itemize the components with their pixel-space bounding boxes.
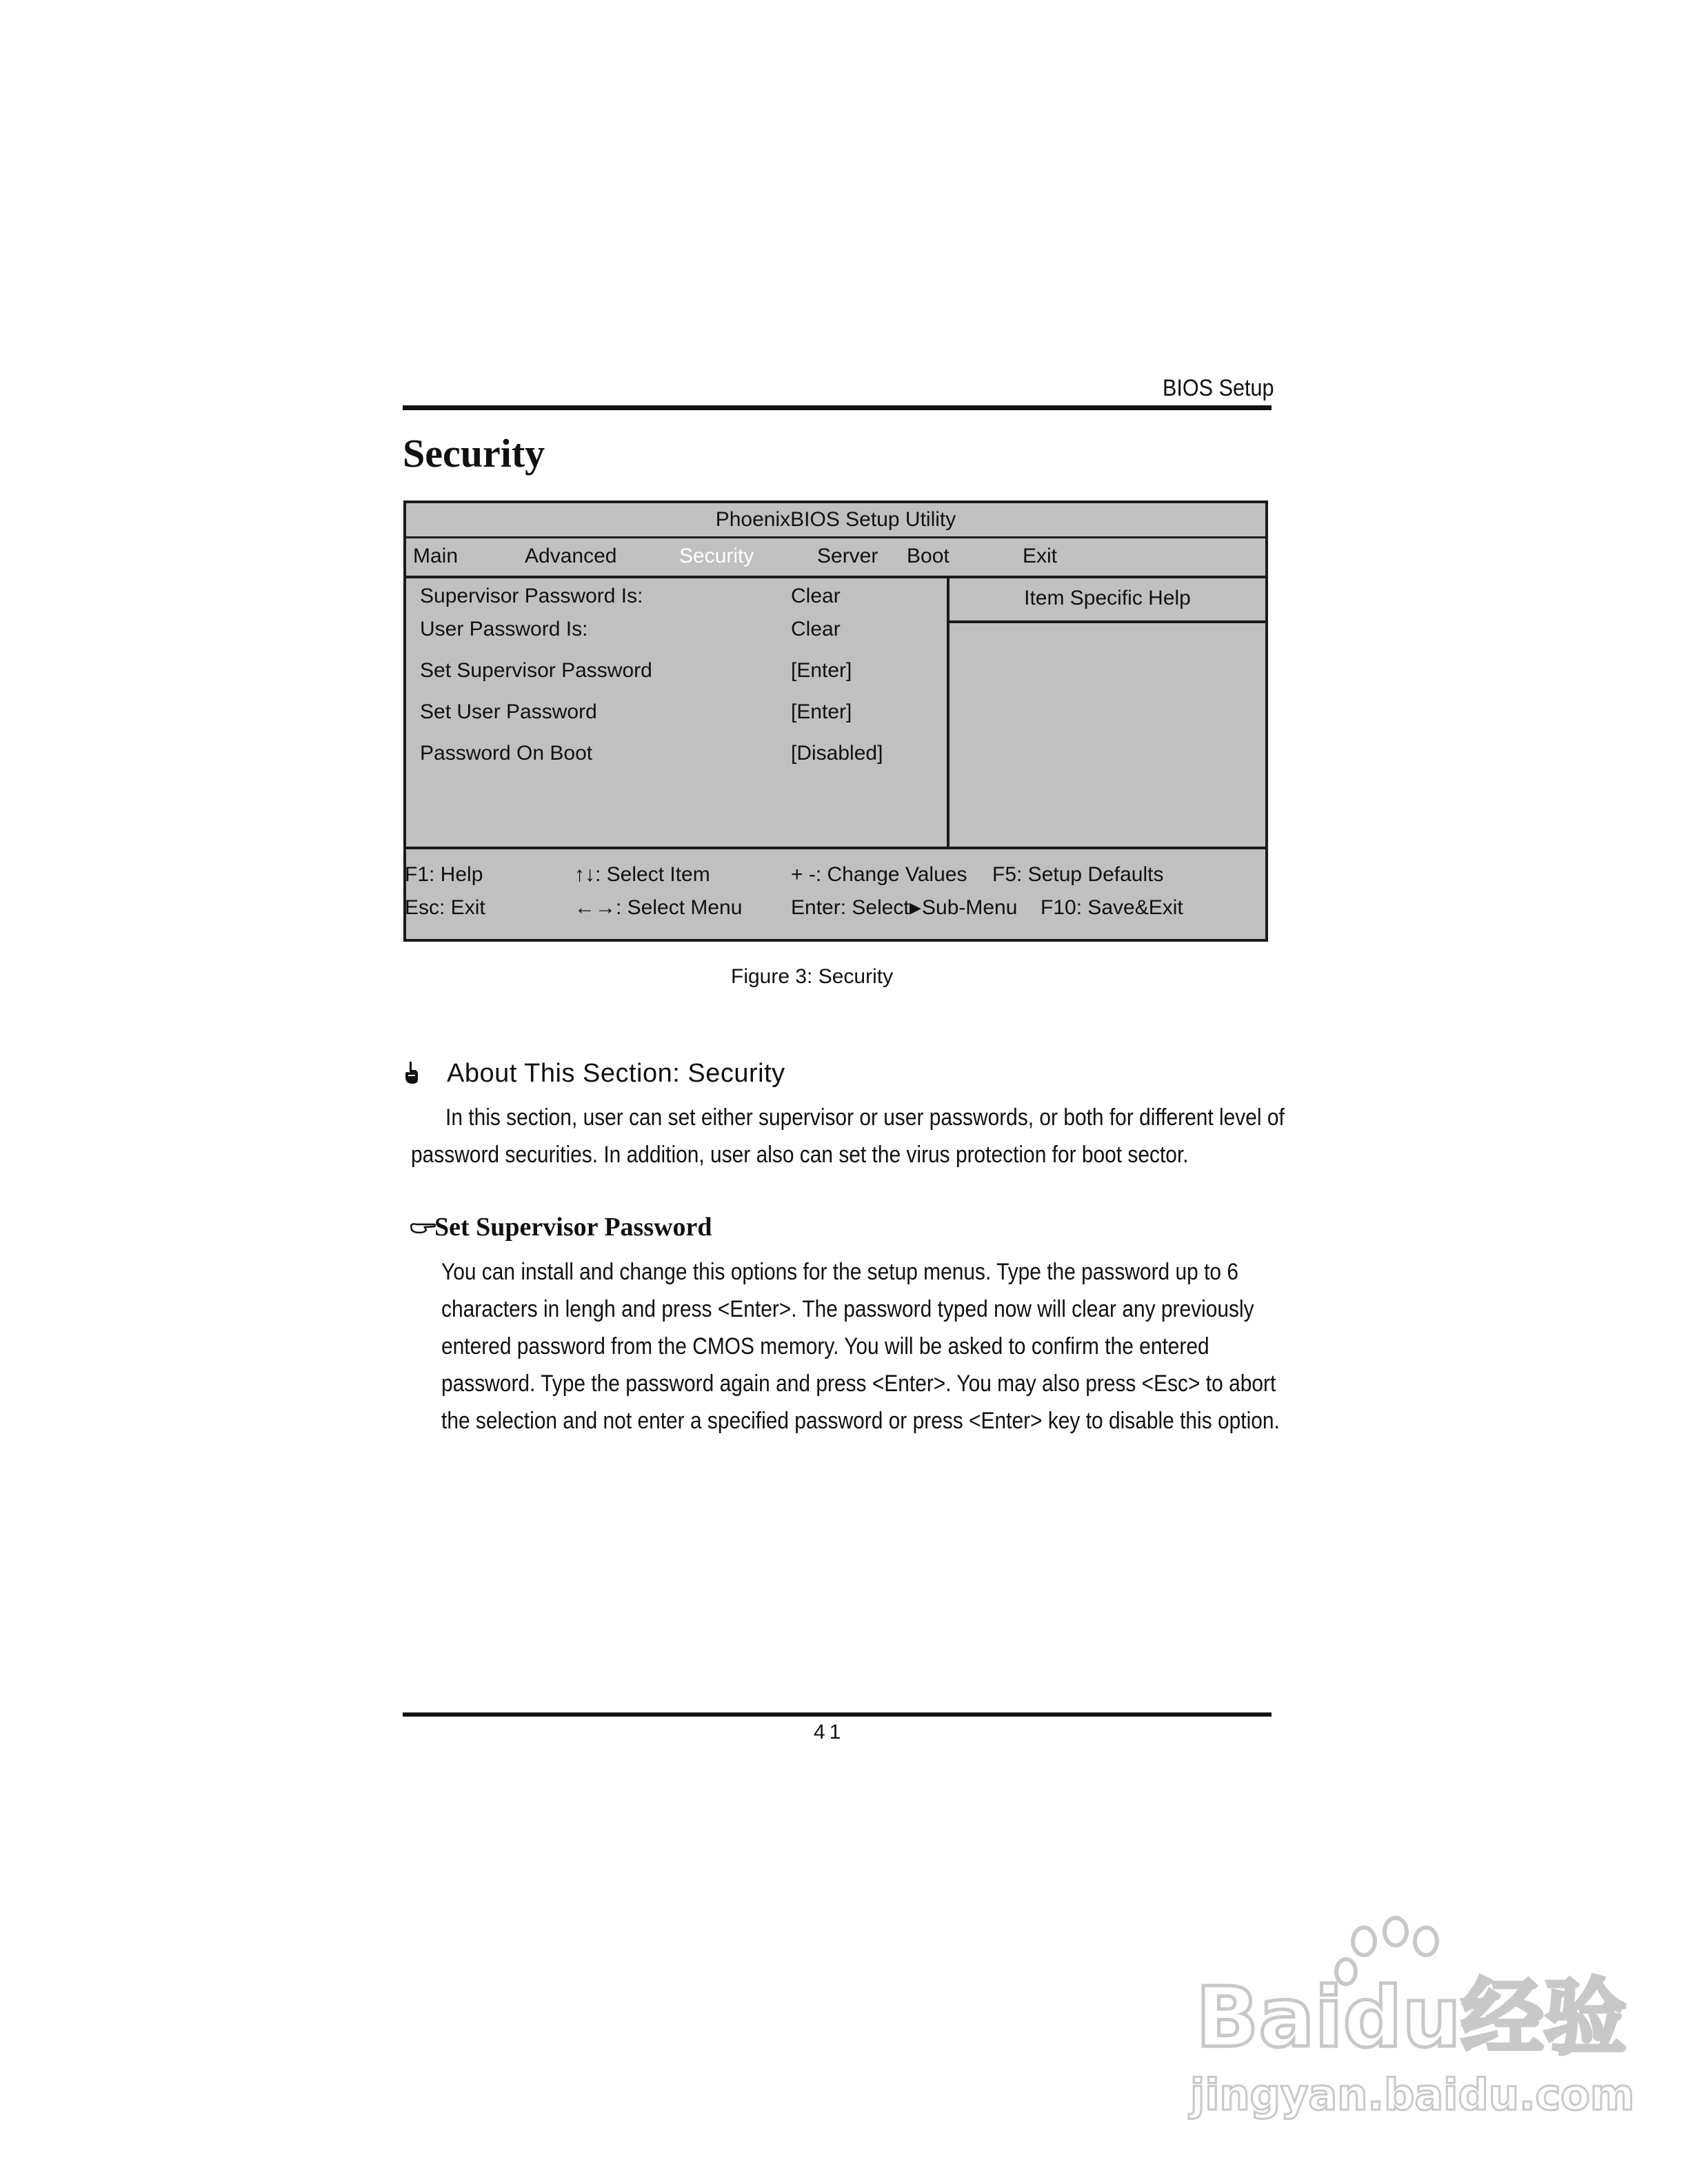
item-label: Set User Password: [420, 700, 597, 723]
about-line-1: In this section, user can set either supervisor or user passwords, or both for different level of: [445, 1104, 1285, 1131]
key-f5-setup-defaults: F5: Setup Defaults: [992, 863, 1164, 886]
about-line-2: password securities. In addition, user also can set the virus protection for boot sector.: [411, 1142, 1189, 1168]
key-change-values: + -: Change Values: [791, 863, 967, 886]
menu-advanced[interactable]: Advanced: [525, 545, 617, 567]
key-f10-save-exit: F10: Save&Exit: [1041, 896, 1183, 919]
running-header: BIOS Setup: [1163, 375, 1274, 401]
page-number: 41: [814, 1721, 845, 1743]
pointing-finger-icon: [410, 1220, 437, 1235]
key-select-item: ↑↓: Select Item: [574, 863, 710, 886]
bios-title: PhoenixBIOS Setup Utility: [406, 503, 1265, 538]
section-title: Security: [403, 431, 545, 476]
key-esc-exit: Esc: Exit: [405, 896, 485, 919]
hand-pointer-icon: [401, 1060, 421, 1085]
figure-caption: Figure 3: Security: [731, 965, 894, 988]
watermark-url: jingyan.baidu.com: [1190, 2070, 1635, 2120]
menu-server[interactable]: Server: [817, 545, 878, 567]
set-supervisor-line-1: You can install and change this options for the setup menus. Type the password up to 6: [441, 1259, 1239, 1285]
footer-rule: [403, 1712, 1272, 1717]
set-supervisor-line-2: characters in lengh and press <Enter>. The password typed now will clear any previously: [441, 1296, 1254, 1322]
bios-menu-bar: [406, 536, 1265, 578]
item-value: Clear: [791, 585, 841, 607]
item-label: User Password Is:: [420, 618, 588, 640]
menu-security[interactable]: Security: [679, 545, 754, 567]
set-supervisor-line-4: password. Type the password again and press <Enter>. You may also press <Esc> to abort: [441, 1371, 1276, 1397]
header-rule: [403, 405, 1272, 410]
set-supervisor-line-3: entered password from the CMOS memory. You will be asked to confirm the entered: [441, 1333, 1209, 1359]
item-value[interactable]: [Enter]: [791, 659, 852, 682]
item-value: Clear: [791, 618, 841, 640]
menu-boot[interactable]: Boot: [907, 545, 950, 567]
key-select-menu: ←→: Select Menu: [574, 896, 743, 919]
menu-main[interactable]: Main: [413, 545, 459, 567]
watermark-brand: Baidu经验: [1196, 1970, 1627, 2066]
item-label: Supervisor Password Is:: [420, 585, 643, 607]
item-specific-help-header: Item Specific Help: [950, 578, 1265, 623]
key-f1-help: F1: Help: [405, 863, 483, 886]
key-enter-select: Enter: Select: [791, 896, 910, 919]
item-value[interactable]: [Disabled]: [791, 742, 883, 765]
about-heading: About This Section: Security: [447, 1059, 785, 1088]
baidu-watermark: [1183, 1914, 1635, 2121]
item-label: Set Supervisor Password: [420, 659, 652, 682]
menu-exit[interactable]: Exit: [1023, 545, 1058, 567]
key-sub-menu: Sub-Menu: [922, 896, 1018, 919]
bios-item-list: [406, 578, 950, 847]
bios-screen: [403, 501, 1268, 942]
set-supervisor-heading: Set Supervisor Password: [434, 1213, 712, 1242]
triangle-right-icon: ▶: [910, 899, 921, 916]
item-value[interactable]: [Enter]: [791, 700, 852, 723]
item-label: Password On Boot: [420, 742, 593, 765]
set-supervisor-line-5: the selection and not enter a specified password or press <Enter> key to disable this option.: [441, 1408, 1280, 1434]
bios-key-legend: [406, 847, 1265, 943]
